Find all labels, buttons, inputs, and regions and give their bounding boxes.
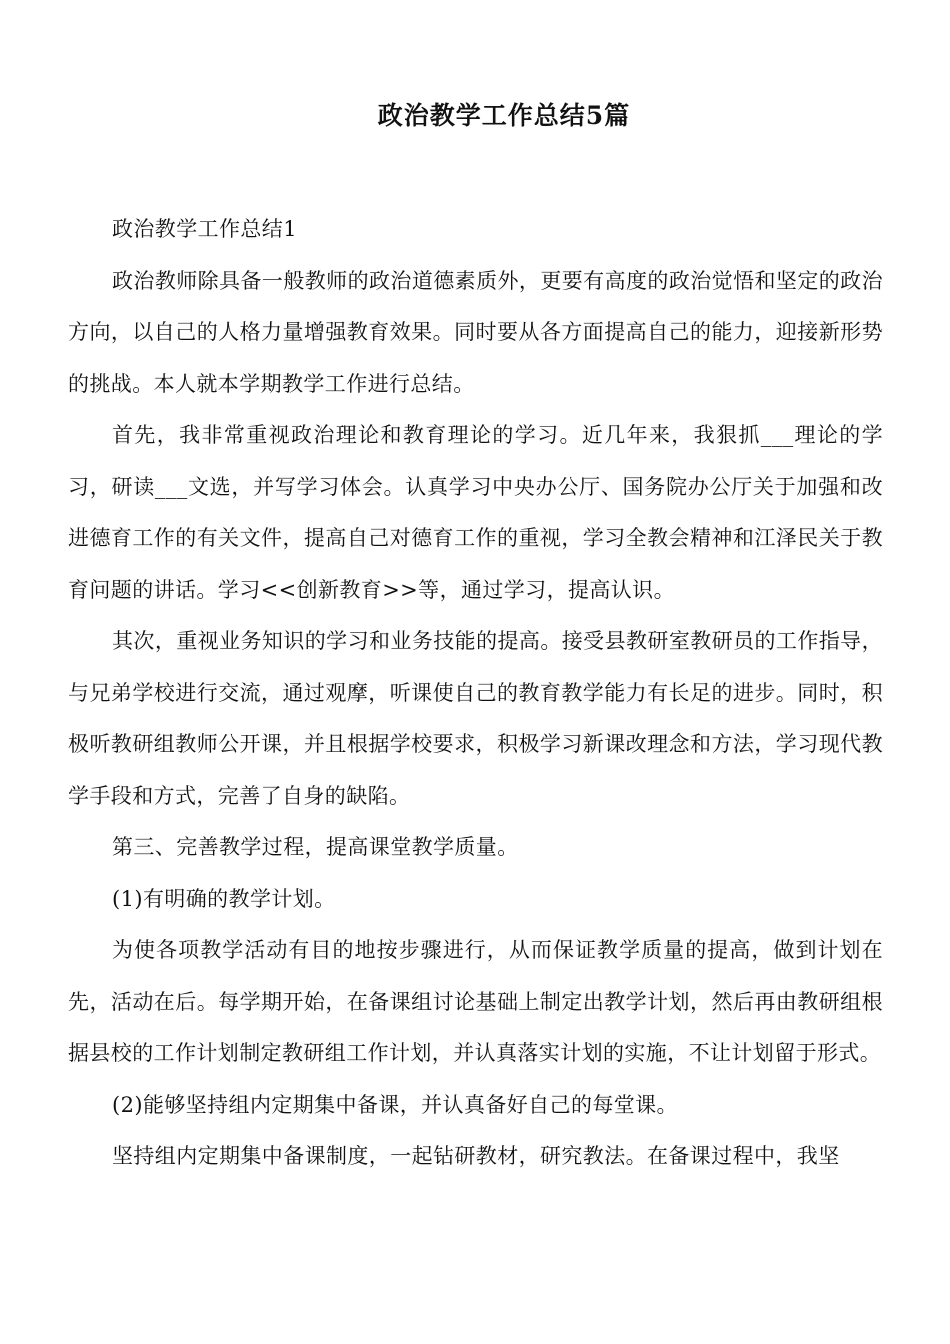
document-body [68, 204, 883, 1183]
paragraph: 首先，我非常重视政治理论和教育理论的学习。近几年来，我狠抓___理论的学习，研读___文选，并写学习体会。认真学习中央办公厅、国务院办公厅关于加强和改进德育工作的有关文件，提高自己对德育工作的重视，学习全教会精神和江泽民关于教育问题的讲话。学习<<创新教育>>等，通过学习，提高认识。 [68, 423, 883, 602]
paragraph: 第三、完善教学过程，提高课堂教学质量。 [112, 835, 519, 859]
document-title: 政治教学工作总结5篇 [377, 101, 631, 130]
paragraph: (1)有明确的教学计划。 [112, 886, 336, 911]
paragraph: (2)能够坚持组内定期集中备课，并认真备好自己的每堂课。 [112, 1092, 678, 1117]
paragraph: 政治教师除具备一般教师的政治道德素质外，更要有高度的政治觉悟和坚定的政治方向，以自己的人格力量增强教育效果。同时要从各方面提高自己的能力，迎接新形势的挑战。本人就本学期教学工作进行总结。 [68, 268, 883, 396]
paragraph: 其次，重视业务知识的学习和业务技能的提高。接受县教研室教研员的工作指导，与兄弟学校进行交流，通过观摩，听课使自己的教育教学能力有长足的进步。同时，积极听教研组教师公开课，并且根据学校要求，积极学习新课改理念和方法，学习现代教学手段和方式，完善了自身的缺陷。 [68, 629, 883, 808]
paragraph: 为使各项教学活动有目的地按步骤进行，从而保证教学质量的提高，做到计划在先，活动在后。每学期开始，在备课组讨论基础上制定出教学计划，然后再由教研组根据县校的工作计划制定教研组工作计划，并认真落实计划的实施，不让计划留于形式。 [68, 938, 883, 1065]
paragraph: 坚持组内定期集中备课制度，一起钻研教材，研究教法。在备课过程中，我坚 [112, 1144, 840, 1168]
section-heading: 政治教学工作总结1 [112, 217, 297, 241]
